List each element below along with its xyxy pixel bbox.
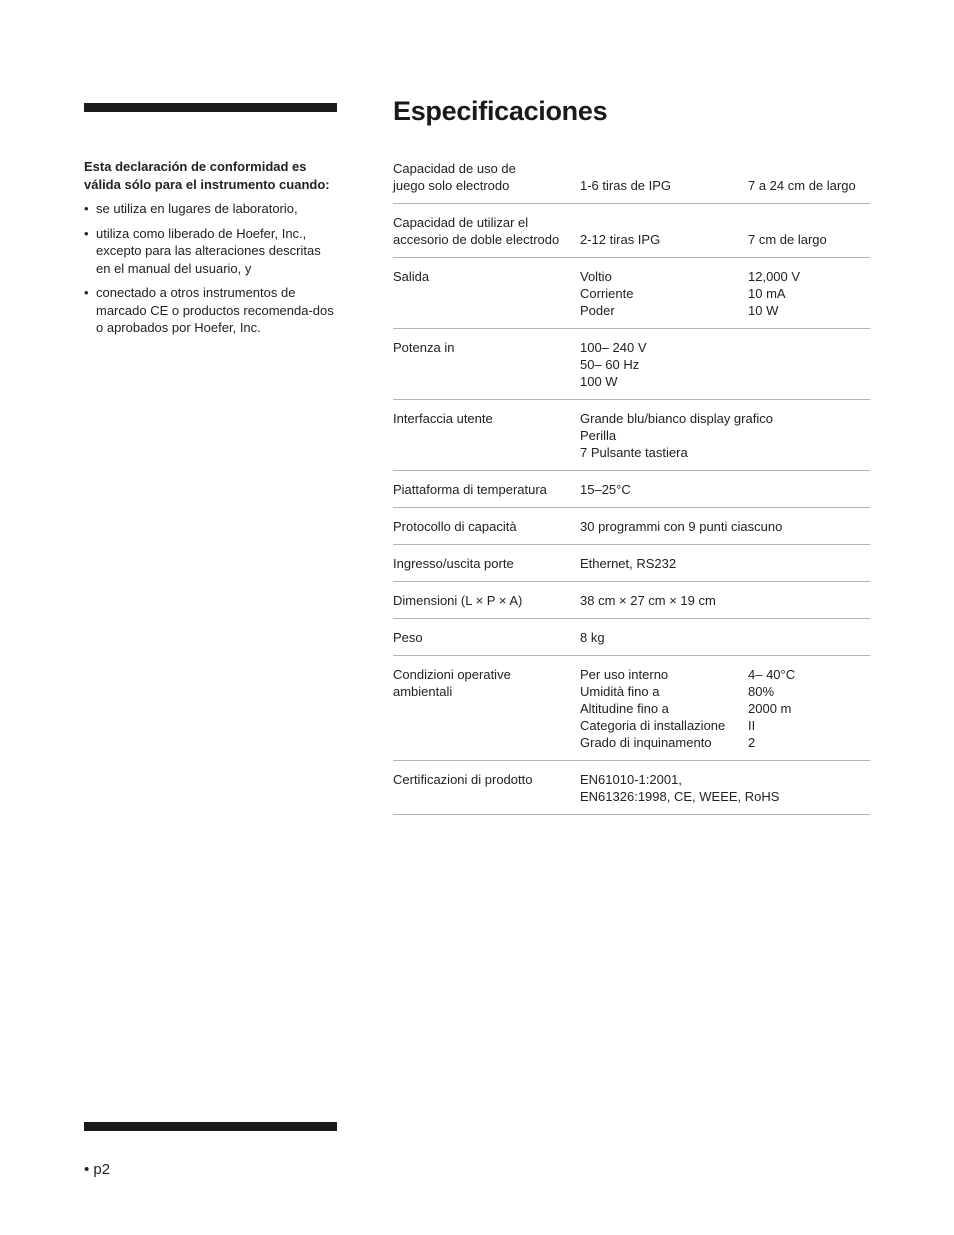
spec-value: Voltio Corriente Poder (580, 269, 634, 318)
table-row (393, 471, 870, 508)
spec-value: 15–25°C (580, 482, 631, 497)
spec-extra: 7 a 24 cm de largo (748, 178, 856, 193)
table-row (393, 158, 870, 204)
table-row (393, 258, 870, 329)
spec-value: 38 cm × 27 cm × 19 cm (580, 593, 716, 608)
table-row (393, 582, 870, 619)
bottom-rule (84, 1122, 337, 1131)
spec-value: Grande blu/bianco display grafico Perilla 7 Pulsante tastiera (580, 411, 773, 460)
spec-label: Certificazioni di prodotto (393, 772, 533, 787)
spec-value: 8 kg (580, 630, 605, 645)
list-item: • utiliza como liberado de Hoefer, Inc., excepto para las alteraciones descritas en el manual del usuario, y (84, 225, 336, 278)
spec-extra: 12,000 V 10 mA 10 W (748, 269, 801, 318)
spec-label: Capacidad de uso de juego solo electrodo (393, 161, 516, 193)
spec-label: Condizioni operative ambientali (393, 667, 511, 699)
spec-label: Potenza in (393, 340, 455, 355)
list-item: • conectado a otros instrumentos de marcado CE o productos recomenda-dos o aprobados por Hoefer, Inc. (84, 284, 336, 337)
page-number: • p2 (84, 1161, 111, 1178)
table-row (393, 545, 870, 582)
spec-label: Dimensioni (L × P × A) (393, 593, 523, 608)
spec-label: Capacidad de utilizar el accesorio de doble electrodo (393, 215, 560, 247)
top-rule (84, 103, 337, 112)
spec-value: 2-12 tiras IPG (580, 232, 661, 247)
spec-label: Salida (393, 269, 430, 284)
conformity-declaration (84, 158, 336, 344)
list-item: • se utiliza en lugares de laboratorio, (84, 200, 336, 218)
table-row (393, 329, 870, 400)
spec-label: Ingresso/uscita porte (393, 556, 514, 571)
specifications-table (393, 158, 870, 815)
spec-value: EN61010-1:2001, EN61326:1998, CE, WEEE, RoHS (580, 772, 780, 804)
table-row (393, 508, 870, 545)
spec-value: Ethernet, RS232 (580, 556, 677, 571)
spec-value: 1-6 tiras de IPG (580, 178, 672, 193)
conditions-list (84, 200, 336, 337)
spec-label: Protocollo di capacità (393, 519, 517, 534)
table-row (393, 204, 870, 258)
spec-value: 100– 240 V 50– 60 Hz 100 W (580, 340, 647, 389)
spec-label: Peso (393, 630, 423, 645)
table-row (393, 656, 870, 761)
table-row (393, 619, 870, 656)
spec-value: 30 programmi con 9 punti ciascuno (580, 519, 783, 534)
table-row (393, 400, 870, 471)
table-row (393, 761, 870, 815)
spec-value: Per uso interno Umidità fino a Altitudine fino a Categoria di installazione Grado di inquinamento (580, 667, 726, 750)
spec-label: Interfaccia utente (393, 411, 493, 426)
spec-extra: 7 cm de largo (748, 232, 827, 247)
spec-label: Piattaforma di temperatura (393, 482, 547, 497)
declaration-intro: Esta declaración de conformidad es válida sólo para el instrumento cuando: (84, 159, 330, 192)
spec-extra: 4– 40°C 80% 2000 m II 2 (748, 667, 796, 750)
page-title: Especificaciones (393, 96, 608, 126)
